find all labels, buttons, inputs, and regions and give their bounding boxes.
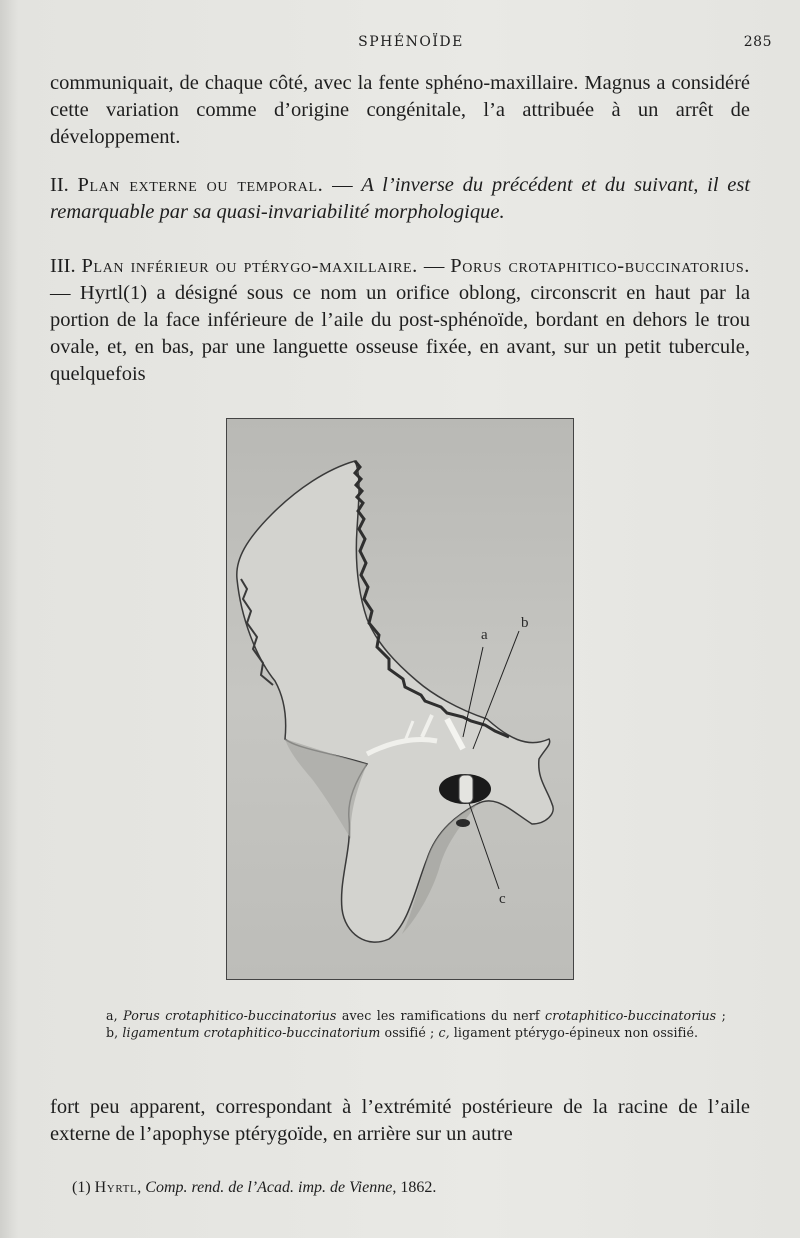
section-inferior-plane (50, 253, 750, 388)
dash: — (417, 255, 451, 277)
paragraph-text: communiquait, de chaque côté, avec la fente sphéno-maxillaire. Magnus a considéré cette variation comme d’origine congénitale, l’a attribuée à un arrêt de développement. (50, 72, 750, 148)
bone-wing (237, 461, 553, 942)
small-foramen (456, 819, 470, 827)
page-number: 285 (743, 34, 772, 50)
figure-caption (106, 1008, 726, 1041)
caption-key-c: c, (438, 1024, 450, 1040)
caption-text: ligament ptérygo-épineux non ossifié. (449, 1024, 699, 1040)
caption-term: Porus crotaphitico-buccinatorius (123, 1008, 337, 1023)
paragraph-text: fort peu apparent, correspondant à l’extrémité postérieure de la racine de l’aile externe de l’apophyse ptérygoïde, en arrière sur un autre (50, 1096, 750, 1145)
footnote: (1) Hyrtl, Comp. rend. de l’Acad. imp. de Vienne, 1862. (72, 1179, 437, 1196)
running-title: SPHÉNOÏDE (358, 34, 464, 50)
footnote-author: Hyrtl (94, 1179, 138, 1196)
section-number: III. (50, 255, 76, 277)
label-a: a (481, 627, 488, 643)
paragraph-continuation (50, 70, 750, 151)
section-heading: Plan externe ou temporal. (77, 174, 324, 196)
footnote-source: Comp. rend. de l’Acad. imp. de Vienne (145, 1179, 393, 1196)
anatomical-term: Porus crotaphitico-buccinatorius. (450, 255, 751, 277)
section-number: II. (50, 174, 69, 196)
dash: — (323, 174, 362, 196)
ligament-bridge (459, 775, 473, 803)
running-header (50, 34, 772, 56)
anatomical-figure (226, 418, 574, 980)
footnote-marker: (1) (72, 1179, 91, 1196)
section-external-plane (50, 172, 750, 226)
caption-text: avec les ramifications du nerf (336, 1008, 546, 1023)
caption-separator: ; (716, 1008, 727, 1023)
caption-term: crotaphitico-buccinatorius (545, 1008, 717, 1023)
paragraph-continuation (50, 1094, 750, 1148)
sphenoid-bone-illustration (227, 419, 572, 978)
caption-key-a: a, (106, 1008, 118, 1023)
label-b: b (521, 615, 529, 631)
caption-term: ligamentum crotaphitico-buccinatorium (118, 1024, 381, 1040)
section-text: Hyrtl(1) a désigné sous ce nom un orifice oblong, circonscrit en haut par la portion de la face inférieure de l’aile du post-sphénoïde, bordant en dehors le trou ovale, et, en bas, par une languette osseuse fixée, en avant, sur un petit tubercule, quelquefois (50, 282, 751, 385)
section-italic-text: A l’inverse du précédent et du suivant, il est remarquable par sa quasi-invariabilité morphologique. (50, 174, 751, 223)
dash: — (50, 282, 80, 304)
caption-key-b: b, (106, 1024, 119, 1040)
section-heading: Plan inférieur ou ptérygo-maxillaire. (81, 255, 418, 277)
pointer-line-c (469, 803, 499, 889)
footnote-year: , 1862. (392, 1179, 437, 1196)
caption-text: ossifié ; (380, 1024, 439, 1040)
label-c: c (499, 891, 506, 907)
